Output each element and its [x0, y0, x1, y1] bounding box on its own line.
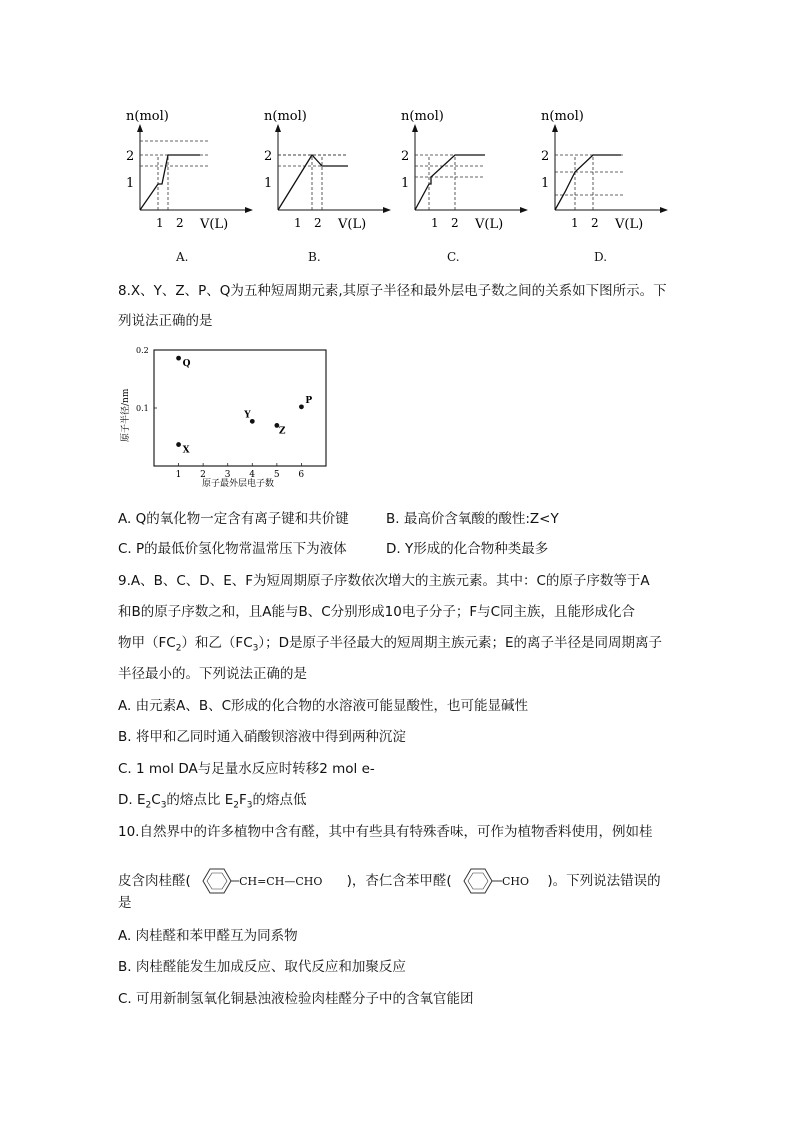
nv-graph-d: [541, 109, 668, 232]
y-tick-1: 1: [541, 176, 550, 191]
caption-a: A.: [176, 250, 189, 264]
caption-b: B.: [308, 250, 321, 264]
nv-curve: [415, 155, 485, 210]
point-P: [299, 404, 304, 409]
q9-stem-line3: 物甲$(FC_2)$和乙$(FC_3)$；D是原子半径最大的短周期主族元素；E的离子半径是同周期离子: [118, 635, 663, 654]
q8-option-b[interactable]: B. 最高价含氧酸的酸性:Z<Y: [386, 511, 559, 527]
q9-option-a[interactable]: A. 由元素A、B、C形成的化合物的水溶液可能显酸性，也可能显碱性: [118, 698, 529, 714]
nv-graph-c: [401, 109, 528, 232]
y-axis-label: n(mol): [264, 109, 307, 124]
radius-scatter-chart: [110, 342, 350, 492]
q9-option-c[interactable]: C. 1 mol DA与足量水反应时转移2 mol e-: [118, 761, 375, 777]
point-label-P: P: [305, 395, 313, 406]
nv-graph-a: [126, 109, 253, 232]
x-tick-1: 1: [571, 216, 579, 230]
benzene-ring-icon-2: [456, 866, 502, 896]
q9-stem-line4: 半径最小的。下列说法正确的是: [118, 666, 307, 682]
point-label-Q: Q: [182, 359, 191, 370]
nv-curve: [278, 155, 348, 210]
x-tick-label-5: 5: [273, 470, 280, 480]
benzaldehyde-chain: CHO: [501, 875, 530, 888]
q10-option-a[interactable]: A. 肉桂醛和苯甲醛互为同系物: [118, 928, 298, 944]
q10-stem-line2: 皮含肉桂醛( CH=CH—CHO )，杏仁含苯甲醛( CHO )。下列说法错误的: [118, 866, 661, 896]
nv-graph-b: [264, 109, 391, 232]
y-axis-arrow: [552, 124, 558, 132]
y-axis-arrow: [412, 124, 418, 132]
x-axis-arrow: [383, 207, 391, 213]
point-label-Y: Y: [244, 410, 251, 421]
cinnamaldehyde-chain: CH=CH—CHO: [239, 875, 323, 888]
x-tick-label-2: 2: [200, 470, 206, 480]
x-axis-arrow: [520, 207, 528, 213]
y-tick-2: 2: [264, 149, 273, 164]
y-axis-label: n(mol): [541, 109, 584, 124]
y-tick-1: 1: [264, 176, 273, 191]
y-tick-1: 1: [401, 176, 410, 191]
q8-option-c[interactable]: C. P的最低价氢化物常温常压下为液体: [118, 541, 347, 557]
q10-stem-line1: 10.自然界中的许多植物中含有醛，其中有些具有特殊香味，可作为植物香料使用，例如桂: [118, 824, 653, 840]
q9-option-b[interactable]: B. 将甲和乙同时通入硝酸钡溶液中得到两种沉淀: [118, 729, 406, 745]
q9-option-d[interactable]: D. $E_2C_3$的熔点比 $E_2F_3$的熔点低: [118, 792, 307, 811]
nv-curve: [555, 155, 621, 210]
x-tick-2: 2: [176, 216, 184, 230]
x-axis-arrow: [245, 207, 253, 213]
x-axis-label: V(L): [200, 217, 229, 232]
y-axis-arrow: [137, 124, 143, 132]
caption-c: C.: [447, 250, 460, 264]
q10-option-c[interactable]: C. 可用新制氢氧化铜悬浊液检验肉桂醛分子中的含氧官能团: [118, 991, 474, 1007]
q8-stem-line1: 8.X、Y、Z、P、Q为五种短周期元素,其原子半径和最外层电子数之间的关系如下图所示。下: [118, 283, 667, 299]
point-label-X: X: [182, 445, 190, 456]
x-tick-label-4: 4: [249, 470, 256, 480]
x-tick-2: 2: [451, 216, 459, 230]
x-axis-label: V(L): [475, 217, 504, 232]
y-tick-label-0.2: 0.2: [136, 346, 149, 355]
x-tick-1: 1: [156, 216, 164, 230]
point-label-Z: Z: [278, 426, 286, 437]
x-axis-label: V(L): [615, 217, 644, 232]
y-tick-2: 2: [401, 149, 410, 164]
nv-curve: [140, 155, 200, 210]
x-tick-2: 2: [314, 216, 322, 230]
y-axis-arrow: [275, 124, 281, 132]
x-tick-1: 1: [431, 216, 439, 230]
x-tick-label-1: 1: [175, 470, 182, 480]
x-tick-1: 1: [294, 216, 302, 230]
q10-option-b[interactable]: B. 肉桂醛能发生加成反应、取代反应和加聚反应: [118, 959, 406, 975]
y-tick-2: 2: [126, 149, 135, 164]
q9-stem-line1: 9.A、B、C、D、E、F为短周期原子序数依次增大的主族元素。其中：C的原子序数等于A: [118, 573, 650, 589]
caption-d: D.: [594, 250, 608, 264]
y-tick-1: 1: [126, 176, 135, 191]
x-axis-arrow: [660, 207, 668, 213]
x-tick-2: 2: [591, 216, 599, 230]
q8-option-a[interactable]: A. Q的氧化物一定含有离子键和共价键: [118, 511, 349, 527]
chart-y-axis-label: 原子半径/nm: [121, 388, 131, 442]
x-tick-label-3: 3: [224, 470, 231, 480]
chart-x-axis-label: 原子最外层电子数: [202, 479, 275, 489]
point-Q: [176, 356, 181, 361]
q8-option-d[interactable]: D. Y形成的化合物种类最多: [386, 541, 549, 557]
q8-stem-line2: 列说法正确的是: [118, 313, 213, 329]
x-axis-label: V(L): [338, 217, 367, 232]
y-axis-label: n(mol): [126, 109, 169, 124]
q9-stem-line2: 和B的原子序数之和，且A能与B、C分别形成10电子分子；F与C同主族，且能形成化合: [118, 604, 636, 620]
y-tick-2: 2: [541, 149, 550, 164]
y-tick-label-0.1: 0.1: [136, 404, 149, 413]
y-axis-label: n(mol): [401, 109, 444, 124]
point-X: [176, 442, 181, 447]
x-tick-label-6: 6: [298, 470, 305, 480]
nv-graphs: [0, 0, 794, 245]
benzene-ring-icon: [195, 866, 239, 896]
q10-stem-line3: 是: [118, 895, 132, 911]
